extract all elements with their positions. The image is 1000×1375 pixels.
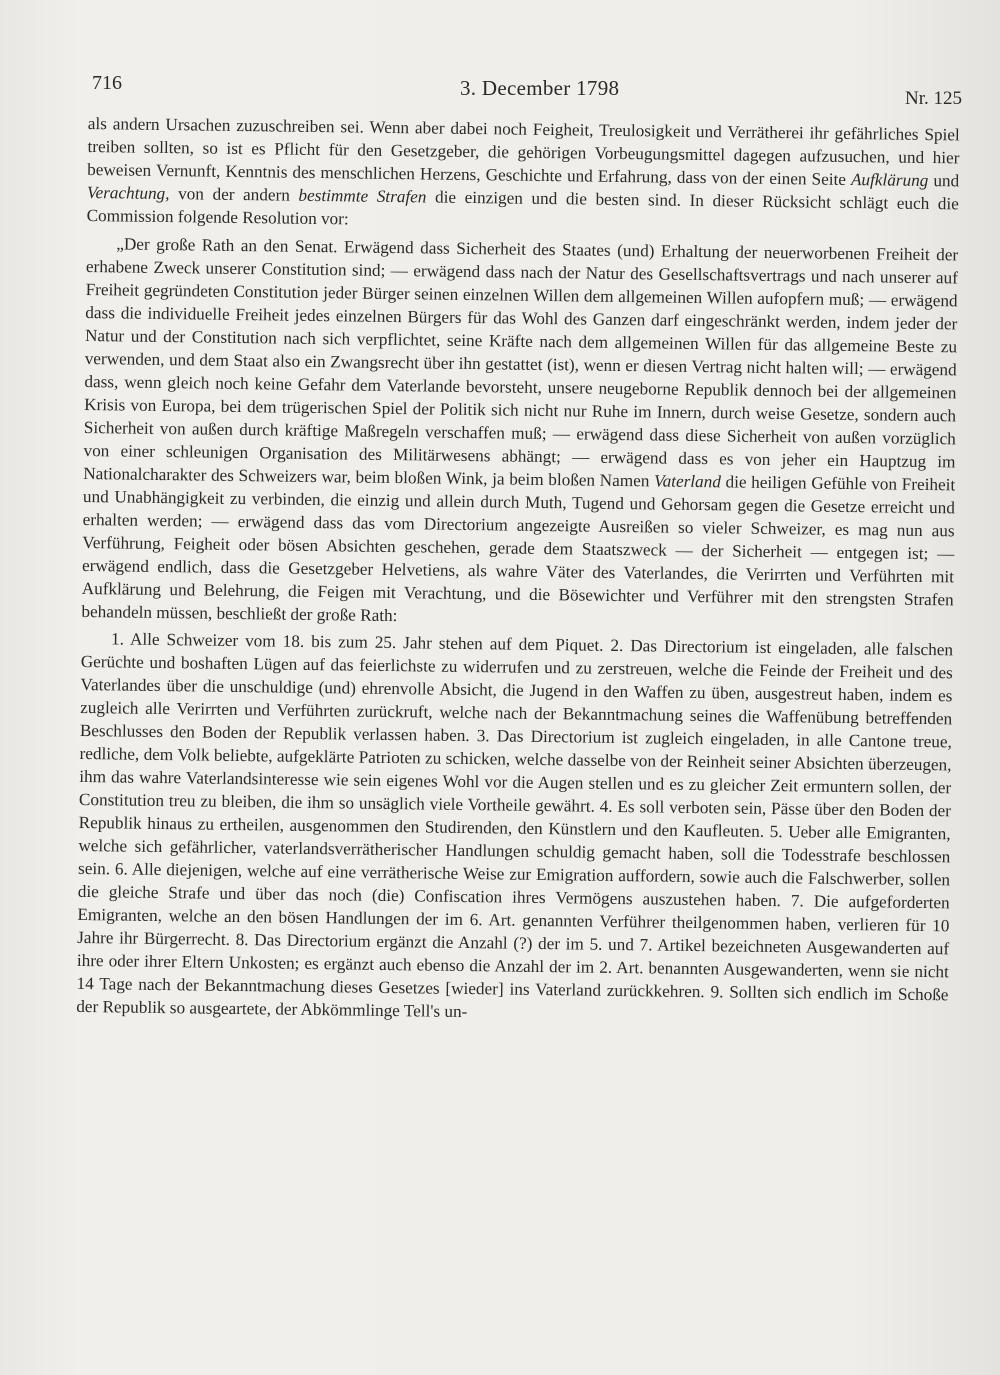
intro-paragraph — [86, 112, 959, 238]
intro-emphasis-strafen: bestimmte Strafen — [298, 185, 427, 207]
intro-text-3: von der andern — [169, 184, 299, 205]
body-text — [76, 112, 960, 1029]
page-number: 716 — [92, 72, 122, 94]
intro-text-4: die einzigen und die besten sind. In dieser Rücksicht schlägt euch die Commission folgende Resolution vor: — [86, 187, 960, 229]
intro-text-2: und — [928, 171, 960, 191]
header-date: 3. December 1798 — [460, 76, 620, 100]
resolution-text-2: die heiligen Gefühle von Freiheit und Unabhängigkeit zu verbinden, die einzig und allein durch Muth, Tugend und Gehorsam gegen die Gesetze erreicht und erhalten werden; — erwägend dass das vom Directorium angezeigte Ausreißen so vieler Schweizer, es mag nun aus Verführung, Feigheit oder bösen Absichten geschehen, gerade dem Staatszweck — der Sicherheit — entgegen ist; — erwägend endlich, dass die Gesetzgeber Helvetiens, als wahre Väter des Vaterlandes, die Verirrten und Verführten mit Aufklärung und Belehrung, die Feigen mit Verachtung, und die Bösewichter und Verführer mit den strengsten Strafen behandeln müssen, beschließt der große Rath: — [81, 472, 956, 626]
intro-emphasis-aufklaerung: Aufklärung — [850, 169, 929, 191]
intro-text-1: als andern Ursachen zuzuschreiben sei. Wenn aber dabei noch Feigheit, Treulosigkeit und Verrätherei ihr gefährliches Spiel treiben sollten, so ist es Pflicht für den Gesetzgeber, die gehörigen Vorbeugungsmittel dagegen aufzusuchen, und hier beweisen Vernunft, Kenntnis des menschlichen Herzens, Geschichte und Erfahrung, dass von der einen Seite — [87, 113, 960, 189]
document-number: Nr. 125 — [905, 88, 962, 109]
articles-paragraph: 1. Alle Schweizer vom 18. bis zum 25. Jahr stehen auf dem Piquet. 2. Das Directorium ist eingeladen, alle falschen Gerüchte und boshaften Lügen auf das feierlichste zu widerrufen und zu zerstreuen, welche die Feinde der Freiheit und des Vaterlandes über die unschuldige (und) ehrenvolle Absicht, die Jugend in den Waffen zu üben, ausgestreut haben, indem es zugleich alle Verirrten und Verführten zurückruft, welche nach der Bekanntmachung seines die Waffenübung betreffenden Beschlusses den Boden der Republik verlassen haben. 3. Das Directorium ist zugleich eingeladen, in alle Cantone treue, redliche, dem Volk beliebte, aufgeklärte Patrioten zu schicken, welche dasselbe von der Reinheit seiner Absichten überzeugen, ihm das wahre Vaterlandsinteresse wie sein eigenes Wohl vor die Augen stellen und es zu gleicher Zeit ermuntern sollen, der Constitution treu zu bleiben, die ihm so unsäglich viele Vortheile gewährt. 4. Es soll verboten sein, Pässe über den Boden der Republik hinaus zu ertheilen, ausgenommen den Studirenden, den Künstlern und den Kaufleuten. 5. Ueber alle Emigranten, welche sich gefährlicher, vaterlandsverrätherischer Handlungen schuldig gemacht haben, soll die Todesstrafe beschlossen sein. 6. Alle diejenigen, welche auf eine verrätherische Weise zur Emigration auffordern, sowie auch die Falschwerber, sollen die gleiche Strafe und über das noch (die) Confiscation ihres Vermögens auszustehen haben. 7. Die aufgeforderten Emigranten, welche an den bösen Handlungen der im 6. Art. genannten Verführer theilgenommen haben, verlieren für 10 Jahre ihr Bürgerrecht. 8. Das Directorium ergänzt die Anzahl (?) der im 5. und 7. Artikel bezeichneten Ausgewanderten auf ihre oder ihrer Eltern Unkosten; es ergänzt auch ebenso die Anzahl der im 2. Art. benannten Ausgewanderten, wenn sie nicht 14 Tage nach der Bekanntmachung dieses Gesetzes [wieder] ins Vaterland zurückkehren. 9. Sollten sich endlich im Schoße der Republik so ausgeartete, der Abkömmlinge Tell's un- — [76, 629, 954, 1022]
resolution-text-1: „Der große Rath an den Senat. Erwägend dass Sicherheit des Staates (und) Erhaltung der neuerworbenen Freiheit der erhabene Zweck unserer Constitution sind; — erwägend dass nach der Natur des Gesellschaftsvertrags und nach unserer auf Freiheit gegründeten Constitution jeder Bürger seinen einzelnen Willen dem allgemeinen Willen aufopfern muß; — erwägend dass die individuelle Freiheit jedes einzelnen Bürgers für das Wohl des Ganzen darf eingeschränkt werden, indem jeder der Natur und der Constitution nach sich verpflichtet, seine Kräfte nach dem allgemeinen Willen für das allgemeine Beste zu verwenden, und dem Staat also ein Zwangsrecht über ihn gestattet (ist), wenn er diesen Vertrag nicht halten will; — erwägend dass, wenn gleich noch keine Gefahr dem Vaterlande bevorsteht, unsere neugeborne Republik dennoch bei der allgemeinen Krisis von Europa, bei dem trügerischen Spiel der Politik sich nicht nur Ruhe im Innern, durch weise Gesetze, sondern auch Sicherheit von außen durch kräftige Maßregeln verschaffen muß; — erwägend dass diese Sicherheit von außen vorzüglich von einer schleunigen Organisation des Militärwesens abhängt; — erwägend dass es von jeher ein Hauptzug im Nationalcharakter des Schweizers war, beim bloßen Wink, ja beim bloßen Namen — [83, 234, 959, 491]
resolution-emphasis-vaterland: Vaterland — [653, 471, 722, 492]
intro-emphasis-verachtung: Verachtung, — [86, 182, 170, 204]
page-header — [0, 0, 1000, 120]
resolution-paragraph — [81, 232, 958, 634]
